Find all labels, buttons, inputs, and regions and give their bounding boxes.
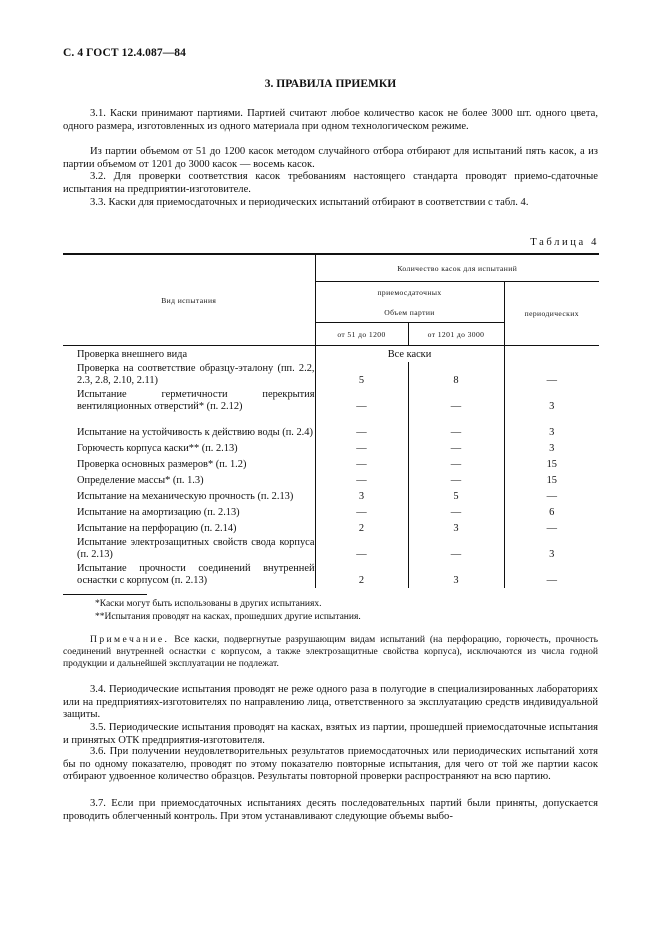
header-batch-volume: Объем партии xyxy=(315,302,504,323)
header-test-type: Вид испытания xyxy=(63,254,315,346)
row-periodic: 3 xyxy=(504,414,599,440)
row-name: Определение массы* (п. 1.3) xyxy=(77,475,204,486)
table-caption: Таблица 4 xyxy=(530,237,599,248)
row-acceptance-small: 2 xyxy=(315,520,408,536)
row-periodic: — xyxy=(504,488,599,504)
paragraph-3-1-sampling: Из партии объемом от 51 до 1200 касок методом случайного отбора отбирают для испытаний пять касок, а из партии объемом от 1201 до 3000 касок — восемь касок. xyxy=(63,146,598,170)
row-merged-value: Все каски xyxy=(315,346,504,363)
row-acceptance-small: 3 xyxy=(315,488,408,504)
row-name: Испытание на механическую прочность (п. 2.13) xyxy=(77,491,294,502)
row-periodic: 3 xyxy=(504,388,599,414)
row-name: Испытание герметичности перекрытия вентиляционных отверстий* (п. 2.12) xyxy=(77,389,315,412)
paragraph-3-2: 3.2. Для проверки соответствия касок требованиям настоящего стандарта проводят приемо-сдаточные испытания на предприятии-изготовителе. xyxy=(63,171,598,195)
row-name: Проверка основных размеров* (п. 1.2) xyxy=(77,459,247,470)
header-acceptance: приемосдаточных xyxy=(315,282,504,303)
paragraph-3-1: 3.1. Каски принимают партиями. Партией считают любое количество касок не более 3000 шт. одного цвета, одного размера, изготовленных из одного материала при одном технологическом режиме. xyxy=(63,108,598,132)
row-name: Проверка на соответствие образцу-эталону (пп. 2.2, 2.3, 2.8, 2.10, 2.11) xyxy=(77,363,315,386)
header-periodic: периодических xyxy=(504,282,599,346)
table-row xyxy=(63,362,599,388)
table-row xyxy=(63,388,599,414)
row-acceptance-large: 5 xyxy=(408,488,504,504)
row-periodic: 15 xyxy=(504,456,599,472)
note-text: Все каски, подвергнутые разрушающим видам испытаний (на перфорацию, горючесть, прочность соединений внутренней оснастки с корпусом, а также электрозащитные свойства корпуса), исключаются из числа годной продукции и дальнейшей эксплуатации не подлежат. xyxy=(63,634,598,669)
header-range-2: от 1201 до 3000 xyxy=(408,323,504,346)
row-acceptance-small: — xyxy=(315,536,408,562)
row-acceptance-large: — xyxy=(408,388,504,414)
row-acceptance-large: 3 xyxy=(408,520,504,536)
row-acceptance-large: — xyxy=(408,414,504,440)
row-name: Горючесть корпуса каски** (п. 2.13) xyxy=(77,443,238,454)
table-row xyxy=(63,472,599,488)
row-periodic: 3 xyxy=(504,536,599,562)
row-acceptance-small: 2 xyxy=(315,562,408,588)
table-row xyxy=(63,440,599,456)
section-title: 3. ПРАВИЛА ПРИЕМКИ xyxy=(264,78,397,90)
row-acceptance-large: 3 xyxy=(408,562,504,588)
footnote-1: *Каски могут быть использованы в других испытаниях. xyxy=(95,599,322,609)
row-acceptance-large: 8 xyxy=(408,362,504,388)
table-row xyxy=(63,456,599,472)
paragraph-3-6: 3.6. При получении неудовлетворительных результатов приемосдаточных или периодических испытаний хотя бы по одному показателю, проводят по этому показателю повторные испытания, для чего от той же партии касок отбирают удвоенное количество образцов. Результаты повторной проверки распространяют на всю партию. xyxy=(63,746,598,783)
row-acceptance-large: — xyxy=(408,536,504,562)
row-acceptance-small: — xyxy=(315,472,408,488)
page-header: С. 4 ГОСТ 12.4.087—84 xyxy=(63,47,186,59)
row-name: Испытание прочности соединений внутренней оснастки с корпусом (п. 2.13) xyxy=(77,563,315,586)
row-acceptance-large: — xyxy=(408,440,504,456)
row-name: Проверка внешнего вида xyxy=(77,349,188,360)
row-name: Испытание электрозащитных свойств свода корпуса (п. 2.13) xyxy=(77,537,315,560)
row-acceptance-large: — xyxy=(408,504,504,520)
row-periodic: — xyxy=(504,362,599,388)
table-row xyxy=(63,536,599,562)
footnote-2: **Испытания проводят на касках, прошедших другие испытания. xyxy=(95,612,361,622)
table-row xyxy=(63,520,599,536)
row-periodic: 6 xyxy=(504,504,599,520)
header-quantity: Количество касок для испытаний xyxy=(315,254,599,282)
paragraph-3-7: 3.7. Если при приемосдаточных испытаниях десять последовательных партий были приняты, допускается проводить облегченный контроль. При этом устанавливают следующие объемы выбо- xyxy=(63,798,598,822)
paragraph-3-4: 3.4. Периодические испытания проводят не реже одного раза в полугодие в специализированных лабораториях или на предприятиях-изготовителях по направлению лица, ответственного за эксплуатацию средств индивидуальной защиты. xyxy=(63,684,598,721)
table-row xyxy=(63,504,599,520)
row-name: Испытание на устойчивость к действию воды (п. 2.4) xyxy=(77,427,313,438)
row-periodic: 15 xyxy=(504,472,599,488)
row-acceptance-small: — xyxy=(315,414,408,440)
row-periodic: — xyxy=(504,562,599,588)
paragraph-3-5: 3.5. Периодические испытания проводят на касках, взятых из партии, прошедшей приемосдаточные испытания и принятых ОТК предприятия-изготовителя. xyxy=(63,722,598,746)
table-row xyxy=(63,414,599,440)
row-acceptance-small: — xyxy=(315,504,408,520)
row-periodic: 3 xyxy=(504,440,599,456)
row-acceptance-small: — xyxy=(315,440,408,456)
row-name: Испытание на перфорацию (п. 2.14) xyxy=(77,523,237,534)
test-table xyxy=(63,253,599,588)
table-row xyxy=(63,346,599,363)
paragraph-3-3: 3.3. Каски для приемосдаточных и периодических испытаний отбирают в соответствии с табл. 4. xyxy=(90,197,529,208)
row-acceptance-small: — xyxy=(315,388,408,414)
row-periodic: — xyxy=(504,520,599,536)
row-acceptance-small: 5 xyxy=(315,362,408,388)
header-range-1: от 51 до 1200 xyxy=(315,323,408,346)
table-row xyxy=(63,562,599,588)
row-name: Испытание на амортизацию (п. 2.13) xyxy=(77,507,240,518)
row-acceptance-small: — xyxy=(315,456,408,472)
row-acceptance-large: — xyxy=(408,472,504,488)
row-acceptance-large: — xyxy=(408,456,504,472)
table-row xyxy=(63,488,599,504)
footnote-divider xyxy=(63,594,147,595)
table-note xyxy=(63,634,598,670)
note-lead: Примечание. xyxy=(90,634,170,645)
